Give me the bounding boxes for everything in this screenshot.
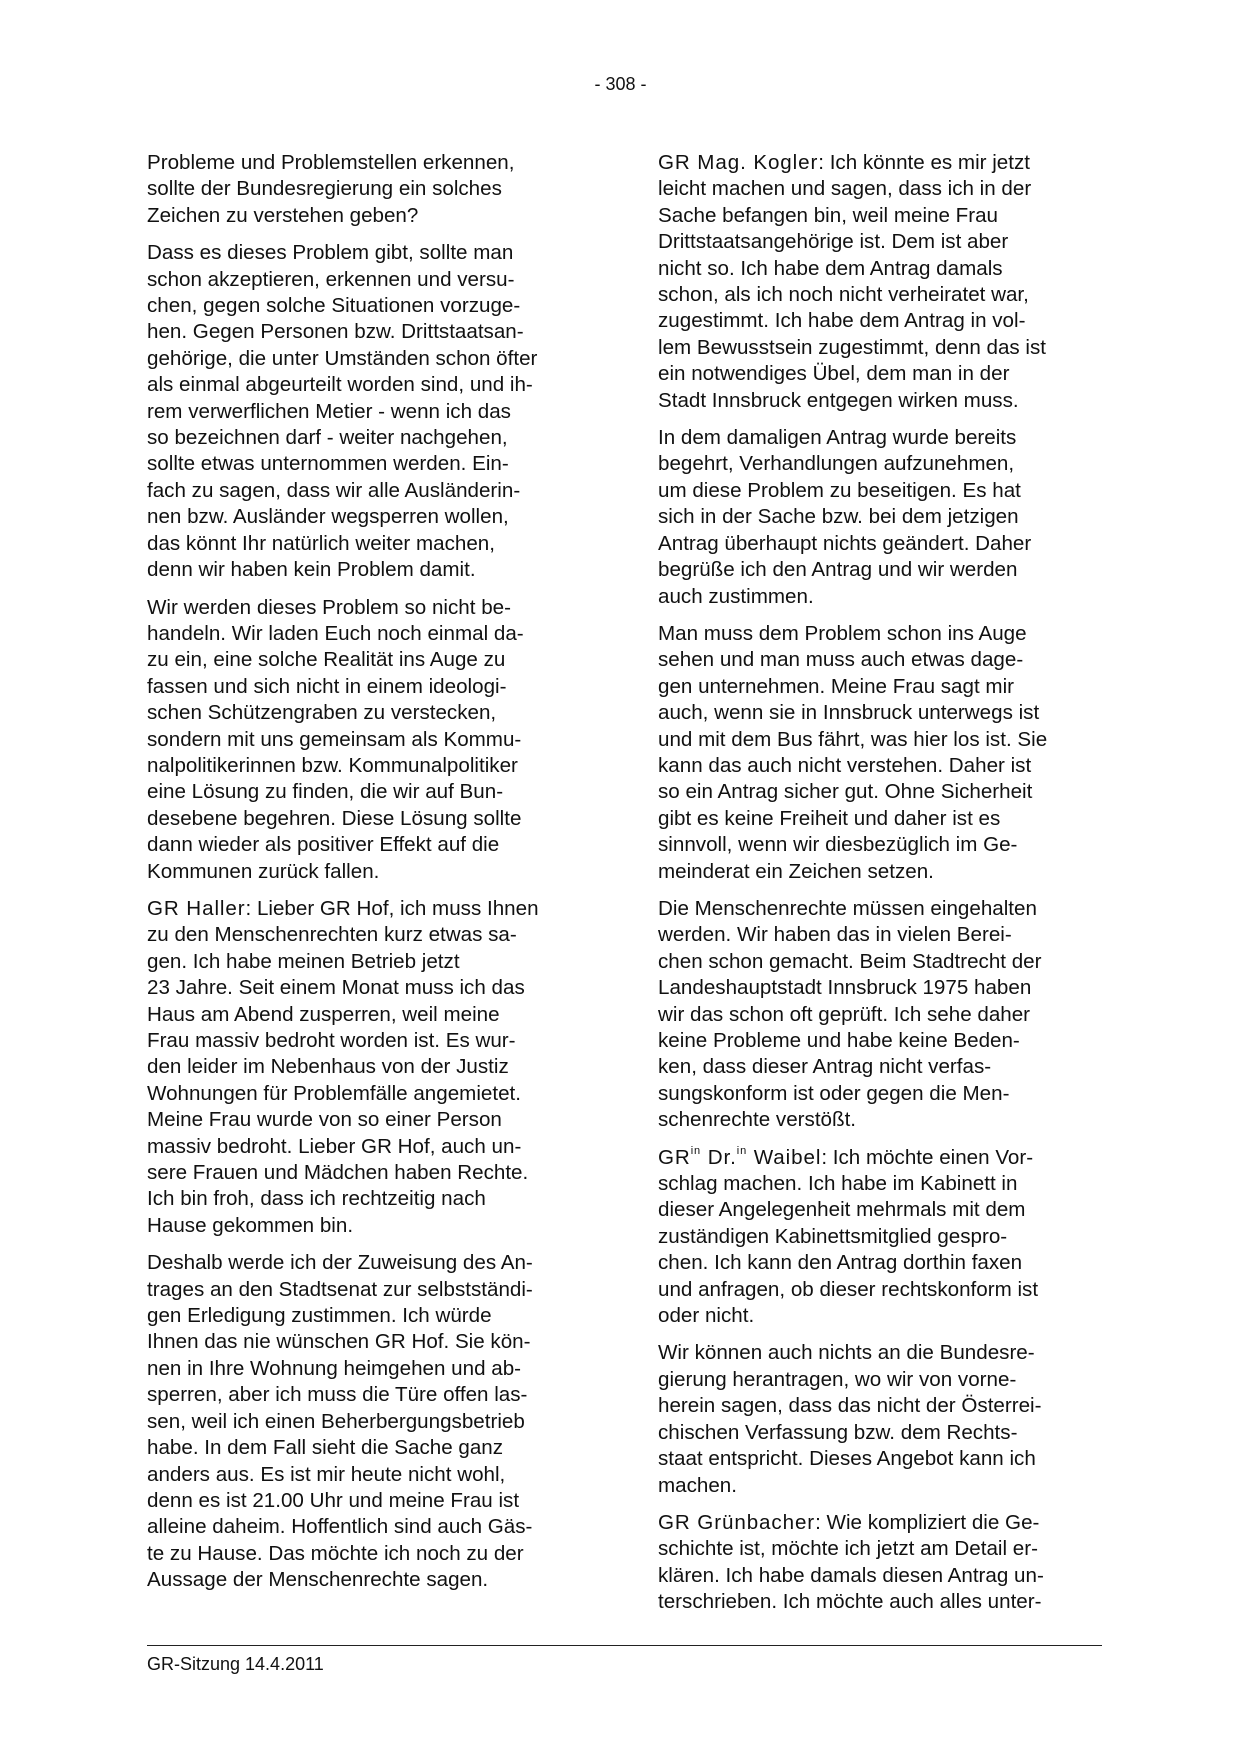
text-line: sinnvoll, wenn wir diesbezüglich im Ge- [658,833,1018,857]
text-line: dann wieder als positiver Effekt auf die [147,833,500,857]
superscript: in [690,1144,702,1157]
text-line: um diese Problem zu beseitigen. Es hat [658,478,1021,502]
text-line: Wir werden dieses Problem so nicht be- [147,595,511,619]
text-line: schenrechte verstößt. [658,1108,857,1132]
paragraph [658,621,1113,885]
text-line: als einmal abgeurteilt worden sind, und ih- [147,373,533,397]
text-line: chen, gegen solche Situationen vorzuge- [147,294,521,318]
text-line: leicht machen und sagen, dass ich in der [658,177,1032,201]
text-line: gen. Ich habe meinen Betrieb jetzt [147,949,460,973]
text-line: wir das schon oft geprüft. Ich sehe daher [658,1002,1031,1026]
text-line: Meine Frau wurde von so einer Person [147,1108,502,1132]
text-line: sich in der Sache bzw. bei dem jetzigen [658,505,1019,529]
footer-session-date: GR-Sitzung 14.4.2011 [147,1654,324,1674]
text-line: Ihnen das nie wünschen GR Hof. Sie kön- [147,1330,531,1354]
text-line: klären. Ich habe damals diesen Antrag un- [658,1563,1044,1587]
text-line: dieser Angelegenheit mehrmals mit dem [658,1198,1026,1222]
text-line: eine Lösung zu finden, die wir auf Bun- [147,780,504,804]
footer-divider [147,1645,1102,1646]
paragraph [658,425,1113,610]
text-line: meinderat ein Zeichen setzen. [658,859,934,883]
text-line: Drittstaatsangehörige ist. Dem ist aber [658,230,1009,254]
text-line: In dem damaligen Antrag wurde bereits [658,426,1017,450]
text-line [147,896,597,922]
text-line: Probleme und Problemstellen erkennen, [147,151,515,174]
text-line: trages an den Stadtsenat zur selbstständi- [147,1277,533,1301]
text-line: schon, als ich noch nicht verheiratet war, [658,283,1029,307]
text-line: sungskonform ist oder gegen die Men- [658,1081,1010,1105]
text-line: sollte der Bundesregierung ein solches [147,177,502,201]
text-line: Deshalb werde ich der Zuweisung des An- [147,1251,533,1275]
text-line: denn es ist 21.00 Uhr und meine Frau ist [147,1488,520,1512]
text-span: : Wie kompliziert die Ge- [815,1510,1040,1534]
page-number: - 308 - [594,74,647,94]
text-line: schichte ist, möchte ich jetzt am Detail er- [658,1537,1038,1561]
text-line: lem Bewusstsein zugestimmt, denn das ist [658,335,1047,359]
text-span: : Ich könnte es mir jetzt [818,151,1030,174]
text-line: hen. Gegen Personen bzw. Drittstaatsan- [147,320,524,344]
speaker-name: GR Haller [147,896,246,920]
text-line: ein notwendiges Übel, dem man in der [658,362,1010,386]
speaker-name [658,1146,821,1169]
text-line [658,1510,1113,1536]
text-line [658,150,1113,176]
text-line: kann das auch nicht verstehen. Daher ist [658,753,1032,777]
text-line: staat entspricht. Dieses Angebot kann ich [658,1447,1036,1471]
text-line: Ich bin froh, dass ich rechtzeitig nach [147,1187,486,1211]
text-span: : Ich möchte einen Vor- [821,1145,1034,1169]
text-line: schen Schützengraben zu verstecken, [147,701,497,725]
text-line: denn wir haben kein Problem damit. [147,558,476,582]
text-line: fach zu sagen, dass wir alle Ausländerin- [147,478,521,502]
text-line: sollte etwas unternommen werden. Ein- [147,452,509,476]
text-line: schon akzeptieren, erkennen und versu- [147,267,515,291]
text-line: alleine daheim. Hoffentlich sind auch Gäs- [147,1515,533,1539]
text-line: Wir können auch nichts an die Bundesre- [658,1341,1035,1365]
speaker-title: GR [658,1145,691,1169]
text-line: begrüße ich den Antrag und wir werden [658,558,1018,582]
text-line: zu den Menschenrechten kurz etwas sa- [147,923,517,947]
text-line: sondern mit uns gemeinsam als Kommu- [147,727,522,751]
text-line: desebene begehren. Diese Lösung sollte [147,806,522,830]
text-line: nen in Ihre Wohnung heimgehen und ab- [147,1356,522,1380]
text-line: gen Erledigung zustimmen. Ich würde [147,1304,492,1328]
text-line: keine Probleme und habe keine Beden- [658,1029,1020,1052]
text-line: rem verwerflichen Metier - wenn ich das [147,399,511,423]
text-line: anders aus. Es ist mir heute nicht wohl, [147,1462,506,1486]
paragraph [147,595,597,885]
text-line: so bezeichnen darf - weiter nachgehen, [147,426,508,450]
text-line: 23 Jahre. Seit einem Monat muss ich das [147,976,525,1000]
text-line: habe. In dem Fall sieht die Sache ganz [147,1436,504,1460]
text-line: Landeshauptstadt Innsbruck 1975 haben [658,976,1032,1000]
text-line: Die Menschenrechte müssen eingehalten [658,896,1037,920]
text-line: chischen Verfassung bzw. dem Rechts- [658,1420,1018,1444]
text-line: sperren, aber ich muss die Türe offen las- [147,1383,528,1407]
text-span: : Lieber GR Hof, ich muss Ihnen [245,896,539,920]
speaker-name: GR Mag. Kogler [658,151,819,174]
text-line: herein sagen, dass das nicht der Österrei- [658,1394,1042,1418]
text-line: handeln. Wir laden Euch noch einmal da- [147,621,524,645]
text-line: auch, wenn sie in Innsbruck unterwegs ist [658,701,1040,725]
text-line: gierung herantragen, wo wir von vorne- [658,1367,1017,1391]
text-line: und anfragen, ob dieser rechtskonform ist [658,1277,1039,1301]
text-line: den leider im Nebenhaus von der Justiz [147,1055,509,1079]
text-line: te zu Hause. Das möchte ich noch zu der [147,1541,524,1565]
text-line: massiv bedroht. Lieber GR Hof, auch un- [147,1134,522,1158]
text-line: chen schon gemacht. Beim Stadtrecht der [658,949,1042,973]
text-line: Antrag überhaupt nichts geändert. Daher [658,531,1032,555]
text-line: nen bzw. Ausländer wegsperren wollen, [147,505,509,529]
text-line: zuständigen Kabinettsmitglied gespro- [658,1224,1008,1248]
paragraph [147,1250,597,1593]
text-line: das könnt Ihr natürlich weiter machen, [147,531,495,555]
text-line: Hause gekommen bin. [147,1213,354,1237]
text-line: so ein Antrag sicher gut. Ohne Sicherheit [658,780,1033,804]
text-line: zugestimmt. Ich habe dem Antrag in vol- [658,309,1026,333]
paragraph [658,150,1113,414]
text-line: Sache befangen bin, weil meine Frau [658,203,999,227]
text-line: Dass es dieses Problem gibt, sollte man [147,241,514,265]
text-line: werden. Wir haben das in vielen Berei- [658,923,1012,947]
text-line: Haus am Abend zusperren, weil meine [147,1002,500,1026]
text-line: begehrt, Verhandlungen aufzunehmen, [658,452,1015,476]
text-line: Wohnungen für Problemfälle angemietet. [147,1081,521,1105]
text-line: und mit dem Bus fährt, was hier los ist. Sie [658,727,1048,751]
text-line: ken, dass dieser Antrag nicht verfas- [658,1055,992,1079]
text-line: gibt es keine Freiheit und daher ist es [658,806,1001,830]
superscript: in [736,1144,748,1157]
text-line: Zeichen zu verstehen geben? [147,203,419,227]
text-line: chen. Ich kann den Antrag dorthin faxen [658,1251,1023,1275]
text-line: Aussage der Menschenrechte sagen. [147,1568,489,1592]
paragraph [147,896,597,1239]
paragraph [147,150,597,229]
paragraph [658,896,1113,1134]
text-line: schlag machen. Ich habe im Kabinett in [658,1172,1018,1196]
paragraph [658,1145,1113,1330]
text-line: Frau massiv bedroht worden ist. Es wur- [147,1029,516,1052]
left-column [147,150,597,1605]
speaker-surname: Waibel [747,1145,822,1169]
paragraph [658,1340,1113,1498]
text-line: oder nicht. [658,1304,755,1328]
text-line: Man muss dem Problem schon ins Auge [658,621,1027,645]
text-line: nicht so. Ich habe dem Antrag damals [658,256,1003,280]
paragraph [147,240,597,583]
text-line: Kommunen zurück fallen. [147,859,380,883]
text-line: gehörige, die unter Umständen schon öfter [147,346,538,370]
text-line: terschrieben. Ich möchte auch alles unter- [658,1590,1042,1614]
speaker-name: GR Grünbacher [658,1510,816,1534]
text-line: zu ein, eine solche Realität ins Auge zu [147,648,506,672]
right-column [658,150,1113,1627]
text-line: sere Frauen und Mädchen haben Rechte. [147,1161,529,1185]
text-line: auch zustimmen. [658,584,814,608]
text-line: Stadt Innsbruck entgegen wirken muss. [658,388,1019,412]
text-line: sehen und man muss auch etwas dage- [658,648,1024,672]
speaker-title: Dr. [701,1145,737,1169]
text-line: nalpolitikerinnen bzw. Kommunalpolitiker [147,753,518,777]
text-line [658,1145,1113,1171]
text-line: machen. [658,1473,737,1497]
text-line: gen unternehmen. Meine Frau sagt mir [658,674,1014,698]
paragraph [658,1510,1113,1616]
text-line: fassen und sich nicht in einem ideologi- [147,674,507,698]
text-line: sen, weil ich einen Beherbergungsbetrieb [147,1409,525,1433]
